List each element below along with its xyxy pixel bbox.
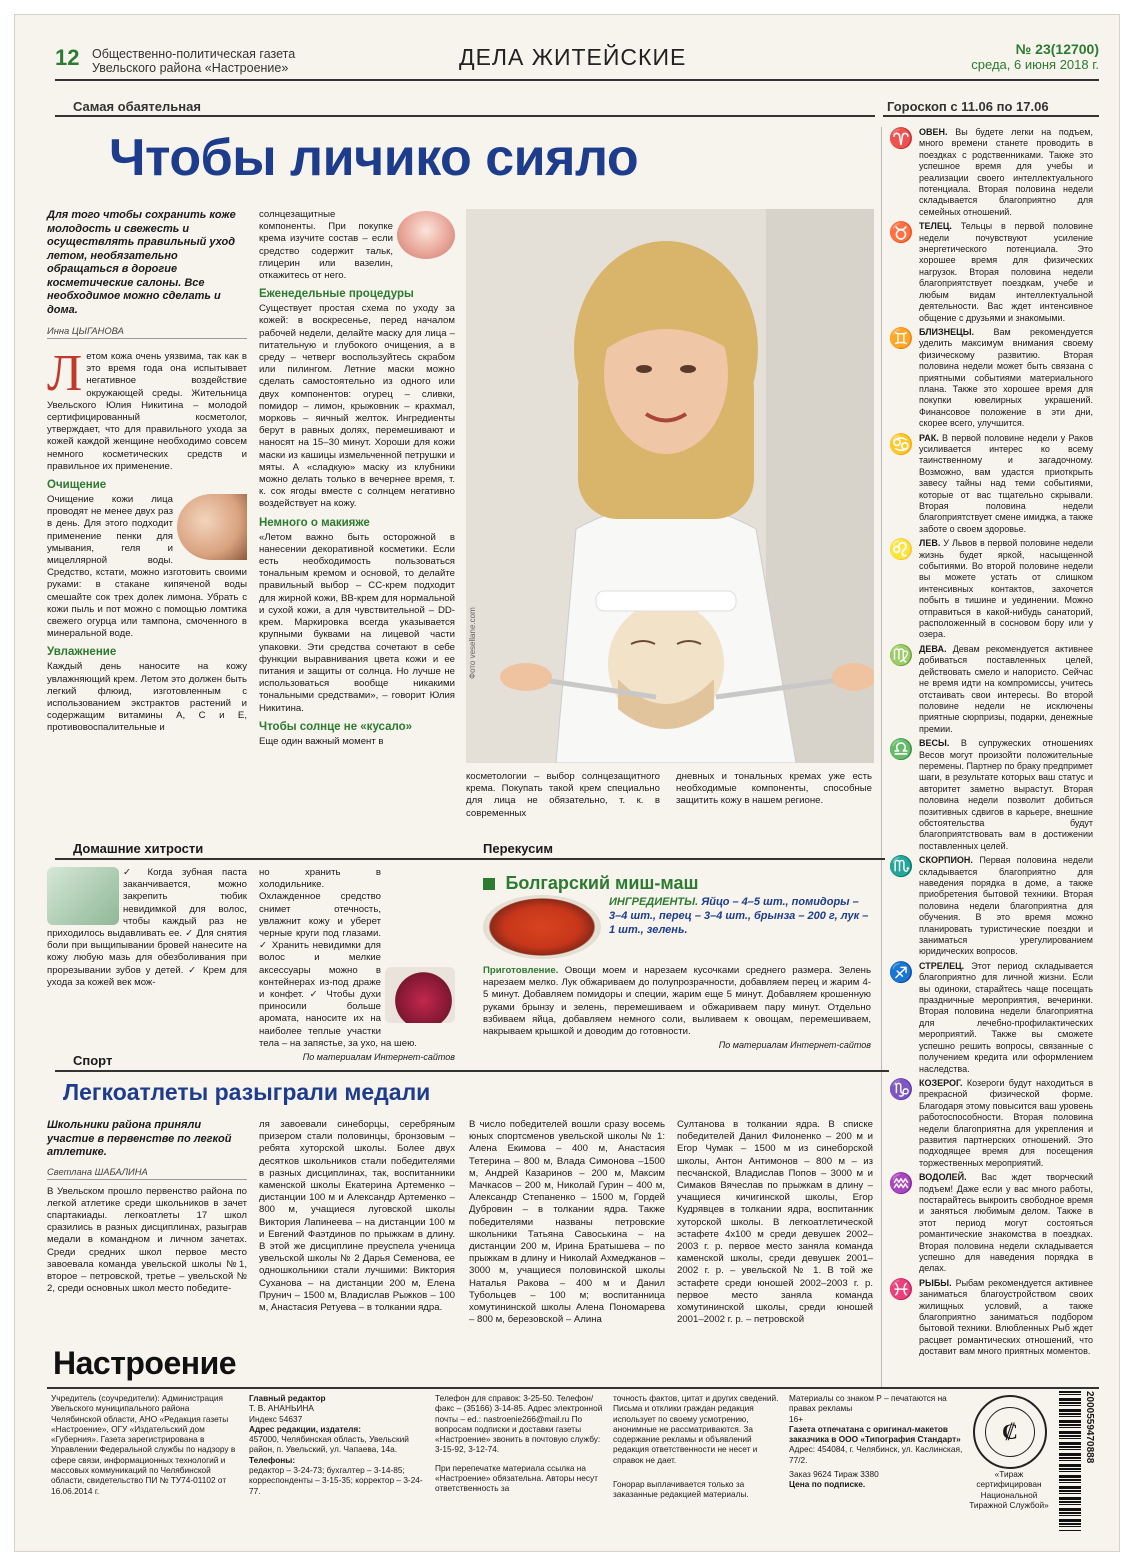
zodiac-name: БЛИЗНЕЦЫ. bbox=[919, 326, 975, 337]
certification-text: «Тираж сертифицирован Национальной Тиражной Службой» bbox=[969, 1469, 1049, 1510]
tips-text-2: но хранить в холодильнике. Охлажденное средство снимет отечность, увлажнит кожу и уберет черные круги под глазами. ✓ Хранить невидимки для волос и мелкие аксессуары можно в контейнерах из-под драже и конфет. ✓ Чтобы духи приносили больше аромата, наносите их на наиболее теплые участки тела – на запястье, за ухо, на шею. bbox=[259, 867, 417, 1049]
newspaper-page bbox=[14, 14, 1120, 1552]
sport-col-1 bbox=[47, 1119, 247, 1295]
horoscope-entry bbox=[887, 327, 1093, 430]
zodiac-icon: ♓ bbox=[888, 1278, 914, 1301]
barcode bbox=[1059, 1391, 1095, 1531]
zodiac-name: РАК. bbox=[919, 432, 939, 443]
horoscope-divider bbox=[881, 127, 882, 1387]
perfume-photo bbox=[385, 967, 455, 1023]
horoscope-text bbox=[919, 221, 1093, 324]
horoscope-text bbox=[919, 1078, 1093, 1169]
article-intro: етом кожа очень уязвима, так как в это время года она испытывает негативное воздействие окружающей среды. Жительница Увельского Юлия Никитина – молодой сертифицированный косметолог, утверждает, что для правильного ухода за кожей каждой женщине необходимо совсем немного косметических средств и правильное их применение. bbox=[47, 351, 247, 472]
section-cleansing-title: Очищение bbox=[47, 479, 107, 492]
headline: Чтобы личико сияло bbox=[109, 129, 639, 187]
sport-text-2: ля завоевали синеборцы, серебряным призером стали половинцы, бронзовым – ребята хуторской школы. Более двух десятков школьников стали победителями в разных дисциплинах, так, воспитанники каменской школы Екатерина Артеменко – дистанции 100 м и Александр Артеменко – 800 м, учащиеся луговской школы Виктория Лапинеева – на дистанции 100 м и Евгений Фаэтдинов по прыжкам в длину. В этой же дисциплине преуспела ученица увельской школы № 2 Дарья Семенова, ее одношкольники стали лучшими: Виктория Суханова – на дистанции 200 м, Елена Прунич – 1500 м, Владислав Рыжков – 100 м, Анастасия Ретуева – в толкании ядра. bbox=[259, 1119, 455, 1314]
snack-prep: Приготовление. Овощи моем и нарезаем кусочками среднего размера. Зелень нарезаем мелко. Лук обжариваем до полупрозрачности, добавляем перец и жарим 4-5 минут. Добавляем помидоры и специи, жарим еще 5 минут. Добавляем крошенную руками брынзу и зелень, перемешиваем и обжариваем пару минут. Отдельно взбиваем яйца, добавляем немного соли, выливаем к овощам, перемешиваем, накрываем крышкой и доводим до готовности. По материалам Интернет-сайтов bbox=[483, 965, 871, 1051]
horoscope-text bbox=[919, 855, 1093, 958]
horoscope-entry bbox=[887, 433, 1093, 536]
issue-info: № 23(12700) среда, 6 июня 2018 г. bbox=[971, 41, 1099, 72]
intro-block bbox=[47, 351, 247, 473]
zodiac-name: ТЕЛЕЦ. bbox=[919, 221, 952, 232]
horoscope-entry bbox=[887, 221, 1093, 324]
horoscope-rubric: Гороскоп с 11.06 по 17.06 bbox=[887, 99, 1049, 114]
article-lead: Для того чтобы сохранить коже молодость и свежесть и осуществлять правильный уход летом, необязательно обращаться в дорогие косметические салоны. Все необходимое можно сделать и дома. bbox=[47, 209, 236, 316]
footer-policy: точность фактов, цитат и других сведений. Письма и отклики граждан редакция использует по своему усмотрению, анонимные не рассматриваются. За содержание рекламы и объявлений редакция ответственности не несет и справок не дает. Гонорар выплачивается только за заказанные редакцией материалы. bbox=[613, 1393, 779, 1500]
horoscope-text bbox=[919, 738, 1093, 852]
zodiac-name: ДЕВА. bbox=[919, 643, 947, 654]
zodiac-name: ВОДОЛЕЙ. bbox=[919, 1172, 967, 1183]
snack-rubric: Перекусим bbox=[469, 841, 885, 860]
zodiac-icon: ♐ bbox=[888, 961, 914, 984]
zodiac-name: ЛЕВ. bbox=[919, 538, 941, 549]
horoscope-list bbox=[887, 127, 1093, 1358]
snack-title-marker bbox=[483, 878, 495, 890]
zodiac-icon: ♒ bbox=[888, 1173, 914, 1196]
horoscope-text bbox=[919, 1172, 1093, 1275]
zodiac-icon: ♈ bbox=[888, 128, 914, 150]
zodiac-forecast: В первой половине недели у Раков усиливается интерес ко всему таинственному и загадочному. Возможно, вам удастся приоткрыть завесу тайны над теми событиями, которые от вас тщательно скрывали. Вторая половина недели благоприятствует смене имиджа, а также заботе о своем здоровье. bbox=[919, 432, 1093, 534]
barcode-bars bbox=[1059, 1391, 1081, 1531]
page-header bbox=[15, 15, 1119, 77]
barcode-number: 2000559470888 bbox=[1084, 1391, 1095, 1464]
sport-headline: Легкоатлеты разыграли медали bbox=[63, 1079, 431, 1105]
zodiac-forecast: Вы будете легки на подъем, много времени станете проводить в поездках с родственниками. Также это успешное время для учебы и реализации своего интеллектуального потенциала. Вторая половина недели складывается благоприятно для семейных отношений. bbox=[919, 127, 1093, 217]
footer-masthead: Настроение bbox=[53, 1345, 237, 1381]
page-number: 12 bbox=[55, 45, 80, 70]
col2-top-text: солнцезащитные компоненты. При покупке крема изучите состав – если средство содержит тальк, глицерин или вазелин, откажитесь от него. bbox=[259, 209, 393, 282]
zodiac-name: ОВЕН. bbox=[919, 127, 948, 137]
cream-jar-photo bbox=[397, 211, 455, 259]
horoscope-text bbox=[919, 1278, 1093, 1358]
zodiac-name: СКОРПИОН. bbox=[919, 855, 973, 866]
sport-col-3 bbox=[469, 1119, 665, 1326]
zodiac-name: ВЕСЫ. bbox=[919, 738, 950, 749]
cosmetologist-photo bbox=[466, 209, 874, 763]
main-col-2 bbox=[259, 209, 455, 748]
zodiac-icon: ♉ bbox=[888, 222, 914, 245]
zodiac-forecast: В супружеских отношениях Весов могут произойти положительные перемены. Партнер по браку предпримет шаги, в результате которых ваш статус и авторитет заметно вырастут. Вторая половина недели позволит добиться позитивных сдвигов в карьере, внешние обстоятельства будут благоприятствовать вам в достижении поставленных целей. bbox=[919, 738, 1093, 851]
zodiac-icon: ♍ bbox=[888, 644, 914, 667]
section-title: ДЕЛА ЖИТЕЙСКИЕ bbox=[459, 44, 687, 70]
rubric-main: Самая обаятельная bbox=[73, 99, 201, 114]
horoscope-entry bbox=[887, 1172, 1093, 1275]
dropcap: Л bbox=[47, 351, 83, 402]
section-makeup-title: Немного о макияже bbox=[259, 516, 370, 529]
sport-lead: Школьники района приняли участие в первенстве по легкой атлетике. bbox=[47, 1119, 232, 1158]
horoscope-entry bbox=[887, 1078, 1093, 1169]
col2-top-block bbox=[259, 209, 455, 282]
horoscope-text bbox=[919, 538, 1093, 641]
zodiac-forecast: Рыбам рекомендуется активнее заниматься благоустройством своих жилищных условий, а также благоприятно заниматься подбором бытовой техники. Влюбленных Рыб ждет расцвет романтических отношений, что доставит вам много приятных моментов. bbox=[919, 1277, 1093, 1357]
horoscope-rubric-rule bbox=[883, 115, 1099, 117]
horoscope-entry bbox=[887, 127, 1093, 218]
zodiac-name: КОЗЕРОГ. bbox=[919, 1077, 963, 1088]
zodiac-name: СТРЕЛЕЦ. bbox=[919, 960, 965, 971]
certification-seal bbox=[973, 1395, 1047, 1469]
article-continuation-b: дневных и тональных кремах уже есть необходимые компоненты, способные защитить кожу в нашем регионе. bbox=[676, 771, 872, 807]
footer-editorial: Главный редактор Т. В. АНАНЬИНА Индекс 54637 Адрес редакции, издателя: 457000, Челябинская область, Увельский район, п. Увельский, ул. Чапаева, 14а. Телефоны: редактор – 3-24-73; бухгалтер – 3-14-85; корреспонденты – 3-15-35; корректор – 3-24-77. bbox=[249, 1393, 423, 1496]
sport-text-3: В число победителей вошли сразу восемь юных спортсменов увельской школы № 1: Алена Екимова – 400 м, Анастасия Тетерина – 800 м, Влада Симонова –1500 м, Андрей Казаринов – 200 м, Максим Мачкасов – 200 м, Николай Гурин – 400 м, Александр Степаненко – 1500 м, Гордей Дубровин – в толкании ядра. Также победителями названы петровские школьники Татьяна Савоськина – на дистанции 200 м, Ирина Братышева – по прыжкам в длину и Николай Ахмеджанов – 3000 м, учащиеся половинской школы Наталья Ракова – 400 м и Данил Тубольцев – 100 м; воспитанница хомутининской школы Алена Пономарева – 800 м, березовской – Алина bbox=[469, 1119, 665, 1326]
zodiac-forecast: Девам рекомендуется активнее добиваться поставленных целей, действовать смело и напористо. Сейчас не время идти на компромиссы, учитесь отстаивать свои интересы. Во второй половине недели не исключены приятные сюрпризы, подарки, денежные премии. bbox=[919, 643, 1093, 734]
zodiac-forecast: Козероги будут находиться в прекрасной физической форме. Благодаря этому повысится ваш уровень работоспособности. Вторая половина недели благоприятна для укрепления и развития партнерских отношений. Это подходящее время для посещения торжественных мероприятий. bbox=[919, 1077, 1093, 1168]
article-author: Инна ЦЫГАНОВА bbox=[47, 325, 247, 339]
header-rule bbox=[55, 79, 1099, 81]
article-continuation-a: косметологии – выбор солнцезащитного крема. Покупать такой крем специально для лица не обязательно, т. к. в современных bbox=[466, 771, 660, 819]
section-weekly-title: Еженедельные процедуры bbox=[259, 288, 414, 301]
section-moisture-title: Увлажнение bbox=[47, 646, 117, 659]
horoscope-text bbox=[919, 961, 1093, 1075]
sport-rubric: Спорт bbox=[55, 1053, 889, 1072]
snack-title-row bbox=[483, 873, 699, 894]
section-sun-text: Еще один важный момент в bbox=[259, 735, 384, 747]
tips-col-2 bbox=[259, 867, 455, 1062]
horoscope-entry bbox=[887, 855, 1093, 958]
zodiac-icon: ♏ bbox=[888, 856, 914, 879]
tips-source: По материалам Интернет-сайтов bbox=[302, 1052, 455, 1063]
horoscope-text bbox=[919, 327, 1093, 430]
section-moisture-text: Каждый день наносите на кожу увлажняющий крем. Летом это должен быть легкий флюид, изготовленным с использованием экстрактов растений и содержащим витамины А, С и Е, противовоспалительные и bbox=[47, 661, 247, 734]
section-sun-title: Чтобы солнце не «кусало» bbox=[259, 720, 413, 733]
zodiac-icon: ♌ bbox=[888, 539, 914, 562]
horoscope-entry bbox=[887, 538, 1093, 641]
cosmetologist-illustration bbox=[466, 209, 874, 763]
horoscope-text bbox=[919, 644, 1093, 735]
zodiac-icon: ♑ bbox=[888, 1078, 914, 1101]
zodiac-icon: ♊ bbox=[888, 327, 914, 350]
zodiac-icon: ♎ bbox=[888, 739, 914, 762]
main-col-4 bbox=[676, 771, 872, 808]
section-makeup-text: «Летом важно быть осторожной в нанесении декоративной косметики. Если есть необходимость пользоваться тональным кремом и основой, то делайте правильный выбор – СС-крем подходит для жирной кожи, ВВ-крем для нормальной и сухой кожи, а для чувствительной – DD-крем. Маркировка всегда указывается крупными буквами на лицевой части упаковки. Эти средства сочетают в себе функции выравнивания цвета кожи и ее питания и защиты от солнца. Но лучше не использоваться вообще никакими тональными средствами», – говорит Юлия Никитина. bbox=[259, 531, 455, 714]
footer-contacts: Телефон для справок: 3-25-50. Телефон/факс – (35166) 3-14-85. Адрес электронной почты – ed.: nastroenie266@mail.ru По вопросам подписки и доставки газеты «Настроение» звонить в почтовую службу: 3-15-92, 3-12-74. При перепечатке материала ссылка на «Настроение» обязательна. Авторы несут ответственность за bbox=[435, 1393, 603, 1494]
woman-cream-photo bbox=[177, 494, 247, 560]
tips-text-1: ✓ Когда зубная паста заканчивается, можно закрепить тюбик невидимкой для волос, чтобы каждый раз не приходилось выдавливать ее. ✓ Для снятия боли при выщипывании бровей нанесите на кожу любую мазь для обезболивания при прорезывании зубов у детей. ✓ Крем для ухода за кожей век мож- bbox=[47, 867, 247, 988]
zodiac-forecast: Этот период складывается благоприятно для личной жизни. Если вы одиноки, старайтесь чаще посещать праздничные мероприятия, вечеринки. Вторая половина недели благоприятна для лечебно-профилактических мероприятий. Также вы сможете успешно решить вопросы, связанные с получением кредита или оформлением наследства. bbox=[919, 960, 1093, 1074]
main-col-1 bbox=[47, 209, 247, 735]
sport-text-4: Султанова в толкании ядра. В списке победителей Данил Филоненко – 200 м и Егор Чумак – 1500 м из синеборской школы, Антон Антимонов – 800 м – из песчанской, Владислав Попов – 3000 м и Симаков Вячеслав по прыжкам в длину – учащиеся кичигинской школы, Егор Кудрявцев в толкании ядра, воспитанник хуторской школы. В легкоатлетической эстафете 4х100 м среди девушек 2002–2003 г. р. первое место заняла команда каменской школы, среди девушек 2001–2002 г. р. – увельской № 1. В той же эстафете среди юношей 2002–2003 г. р. первое место заняла команда хомутининской школы, среди юношей 2001–2002 г. р. – петровской bbox=[677, 1119, 873, 1326]
toothpaste-photo bbox=[47, 867, 119, 925]
section-cleansing-text: Очищение кожи лица проводят не менее двух раз в день. Для этого подходит применение пенки для умывания, геля и мицеллярной воды. Средство, кстати, можно изготовить своими руками: в стакане кипяченой воды смешайте сок трех долек лимона. Убрать с кожи пыль и пот можно с помощью ломтика свежего огурца или тампона, смоченного в минеральной воде. bbox=[47, 494, 247, 640]
footer-founders: Учредитель (соучредители): Администрация Увельского муниципального района Челябинской области, АНО «Редакция газеты «Настроение», ОГУ «Издательский дом «Губерния». Газета зарегистрирована в Управлении Федеральной службы по надзору в сфере связи, информационных технологий и массовых коммуникаций по Челябинской области, свидетельство ПИ № ТУ74-01102 от 16.06.2014 г. bbox=[51, 1393, 236, 1496]
zodiac-name: РЫБЫ. bbox=[919, 1277, 952, 1288]
certification-seal-inner: ₡ bbox=[985, 1407, 1035, 1457]
zodiac-forecast: Вас ждет творческий подъем! Даже если у вас много работы, постарайтесь выкроить свободное время и заняться любимым делом. Также в этот период могут состояться романтические знакомства в поездках. Вторая половина недели складывается успешно для наведения порядка в делах. bbox=[919, 1172, 1093, 1274]
section-weekly-text: Существует простая схема по уходу за кожей: в воскресенье, перед началом рабочей недели, делайте маску для лица – питательную и глубокого очищения, а в среду – четверг воспользуйтесь скрабом или пилингом. Летние маски можно сделать самостоятельно из одного или двух компонентов: огурец – сливки, помидор – лимон, крыжовник – крахмал, морковь – яичный желток. Ингредиенты берут в равных долях, перемешивают и наносят на 15–30 минут. Хороши для кожи маски из кашицы измельченной петрушки и мяты. А «сладкую» маску из клубники можно делать только в вечернее время, т. к. сок ягоды вместе с солнцем негативно воздействует на кожу. bbox=[259, 303, 455, 510]
zodiac-forecast: Первая половина недели складывается благоприятно для наведения порядка в доме, а также приобретения бытовой техники. Вторая половина недели благоприятна для обучения. В это время можно планировать туристические поездки и заниматься урегулированием юридических вопросов. bbox=[919, 855, 1093, 957]
horoscope-entry bbox=[887, 1278, 1093, 1358]
sport-col-2 bbox=[259, 1119, 455, 1314]
zodiac-icon: ♋ bbox=[888, 433, 914, 456]
paper-name: Общественно-политическая газета Увельского района «Настроение» bbox=[92, 47, 296, 75]
cleansing-block bbox=[47, 494, 247, 640]
photo-credit: Фото vesellane.com bbox=[468, 607, 477, 679]
zodiac-forecast: У Львов в первой половине недели жизнь будет яркой, насыщенной событиями. Во второй половине недели вы можете устать от слишком интенсивных контактов, захочется побыть в тишине и уединении. Можно отправиться в какой-нибудь санаторий, расположенный в сосновом бору или у озера. bbox=[919, 538, 1093, 640]
zodiac-forecast: Тельцы в первой половине недели почувствуют усиление энергетического потенциала. Это хорошее время для физических нагрузок. Вторая половина недели благоприятствует поездкам, учебе и любым видам интеллектуальной деятельности. Вас ждет интенсивное общение с друзьями и знакомыми. bbox=[919, 221, 1093, 323]
horoscope-text bbox=[919, 127, 1093, 218]
tips-rubric: Домашние хитрости bbox=[55, 841, 477, 860]
sport-author: Светлана ШАБАЛИНА bbox=[47, 1166, 247, 1180]
tips-col-1 bbox=[47, 867, 247, 989]
main-col-3 bbox=[466, 771, 660, 820]
horoscope-entry bbox=[887, 738, 1093, 852]
rubric-main-rule bbox=[55, 115, 875, 117]
horoscope-entry bbox=[887, 644, 1093, 735]
snack-ingredients: ИНГРЕДИЕНТЫ. Яйцо – 4–5 шт., помидоры – 3–4 шт., перец – 3–4 шт., брынза – 200 г, лук – 1 шт., зелень. bbox=[609, 896, 869, 936]
footer-print: Материалы со знаком Р – печатаются на правах рекламы 16+ Газета отпечатана с оригинал-макетов заказчика в ООО «Типография Стандарт» Адрес: 454084, г. Челябинск, ул. Каслинская, 77/2. Заказ 9624 Тираж 3380 Цена по подписке. bbox=[789, 1393, 963, 1490]
sport-text-1: В Увельском прошло первенство района по легкой атлетике среди школьников в зачет спартакиады. легкоатлеты 17 школ сразились в разных дисциплинах, разыграв медали в командном и личном зачетах. Среди средних школ первое место завоевала команда увельской школы №1, второе – петровской, третье – увельской № 2, среди основных школ место победите- bbox=[47, 1185, 247, 1295]
footer-rule bbox=[47, 1387, 1099, 1389]
horoscope-entry bbox=[887, 961, 1093, 1075]
snack-title: Болгарский миш-маш bbox=[505, 873, 699, 893]
dish-photo bbox=[483, 895, 601, 959]
zodiac-forecast: Вам рекомендуется уделить максимум внимания своему физическому развитию. Вторая половина недели может быть связана с приятными событиями материального плана. Также это хорошее время для покупки ювелирных украшений. Финансовое положение в эти дни, скорее всего, улучшится. bbox=[919, 326, 1093, 429]
sport-col-4 bbox=[677, 1119, 873, 1326]
snack-source: По материалам Интернет-сайтов bbox=[718, 1040, 871, 1051]
horoscope-column bbox=[887, 127, 1093, 1389]
horoscope-text bbox=[919, 433, 1093, 536]
